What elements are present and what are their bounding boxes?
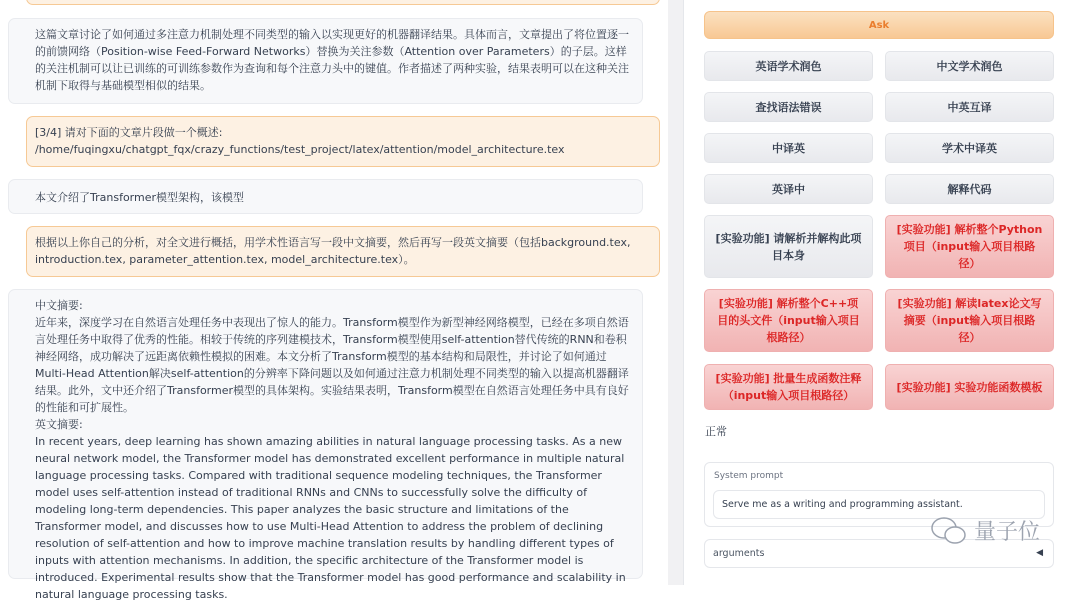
parse-python-project-button[interactable]: [实验功能] 解析整个Python项目（input输入项目根路径） xyxy=(885,215,1054,278)
academic-zh-to-en-button[interactable]: 学术中译英 xyxy=(885,133,1054,163)
system-prompt-label: System prompt xyxy=(714,471,784,481)
status-text: 正常 xyxy=(705,425,727,438)
chinese-polish-button[interactable]: 中文学术润色 xyxy=(885,51,1054,81)
grammar-check-button[interactable]: 查找语法错误 xyxy=(704,92,873,122)
english-polish-button[interactable]: 英语学术润色 xyxy=(704,51,873,81)
watermark-text: 量子位 xyxy=(974,520,1041,545)
zh-en-translate-button[interactable]: 中英互译 xyxy=(885,92,1054,122)
explain-code-button[interactable]: 解释代码 xyxy=(885,174,1054,204)
chat-scrollbar[interactable] xyxy=(668,0,684,585)
bot-message: 本文介绍了Transformer模型架构，该模型 xyxy=(8,179,643,214)
function-template-button[interactable]: [实验功能] 实验功能函数模板 xyxy=(885,364,1054,410)
bot-message: 这篇文章讨论了如何通过多注意力机制处理不同类型的输入以实现更好的机器翻译结果。具体而言，文章提出了将位置逐一的前馈网络（Position-wise Feed-Forward Networks）替换为关注参数（Attention over Parameters）的子层。这样的关注机制可以让已训练的可训练参数作为查询和每个注意力头中的键值。作者描述了两种实验，结果表明可以在这种关注机制下取得与基础模型相似的结果。 xyxy=(8,18,643,104)
arguments-label: arguments xyxy=(713,548,765,559)
user-message: 根据以上你自己的分析，对全文进行概括，用学术性语言写一段中文摘要，然后再写一段英文摘要（包括background.tex, introduction.tex, parameter_attention.tex, model_architecture.tex）。 xyxy=(26,226,660,277)
batch-comment-button[interactable]: [实验功能] 批量生成函数注释（input输入项目根路径） xyxy=(704,364,873,410)
latex-abstract-button[interactable]: [实验功能] 解读latex论文写摘要（input输入项目根路径） xyxy=(885,289,1054,352)
en-to-zh-button[interactable]: 英译中 xyxy=(704,174,873,204)
ask-button[interactable]: Ask xyxy=(704,11,1054,39)
zh-to-en-button[interactable]: 中译英 xyxy=(704,133,873,163)
bot-message: 中文摘要: 近年来，深度学习在自然语言处理任务中表现出了惊人的能力。Transform模型作为新型神经网络模型，已经在多项自然语言处理任务中取得了优秀的性能。相较于传统的序列建模技术，Transform模型使用self-attention替代传统的RNN和卷积神经网络，成功解决了远距离依赖性模拟的困难。本文分析了Transform模型的基本结构和局限性，并讨论了如何通过Multi-Head Attention解决self-attention的分辨率下降问题以及如何通过注意力机制处理不同类型的输入以提高机器翻译结果。此外，文中还介绍了Transformer模型的具体架构。实验结果表明，Transform模型在自然语言处理任务中具有良好的性能和可扩展性。 英文摘要: In recent years, deep learning has shown amazing abilities in natural language processing tasks. As a new neural network model, the Transformer model has demonstrated excellent performance in multiple natural language processing tasks. Compared with traditional sequence modeling techniques, the Transformer model uses self-attention instead of traditional RNNs and CNNs to successfully solve the difficulty of modeling long-term dependencies. This paper analyzes the basic structure and limitations of the Transformer model, and discusses how to use Multi-Head Attention to address the problem of declining resolution of self-attention and how to improve machine translation results by handling different types of inputs with attention mechanisms. In addition, the specific architecture of the Transformer model is introduced. Experimental results show that the Transformer model has good performance and scalability in natural language processing tasks. xyxy=(8,289,643,579)
parse-cpp-project-button[interactable]: [实验功能] 解析整个C++项目的头文件（input输入项目根路径） xyxy=(704,289,873,352)
wechat-icon xyxy=(930,516,968,546)
caret-left-icon: ◀ xyxy=(1036,548,1043,558)
user-message-cut xyxy=(26,0,660,5)
watermark xyxy=(930,515,1040,546)
control-panel xyxy=(692,0,1080,585)
user-message: [3/4] 请对下面的文章片段做一个概述: /home/fuqingxu/chatgpt_fqx/crazy_functions/test_project/latex/attention/model_architecture.tex xyxy=(26,116,660,167)
parse-self-button[interactable]: [实验功能] 请解析并解构此项目本身 xyxy=(704,215,873,278)
